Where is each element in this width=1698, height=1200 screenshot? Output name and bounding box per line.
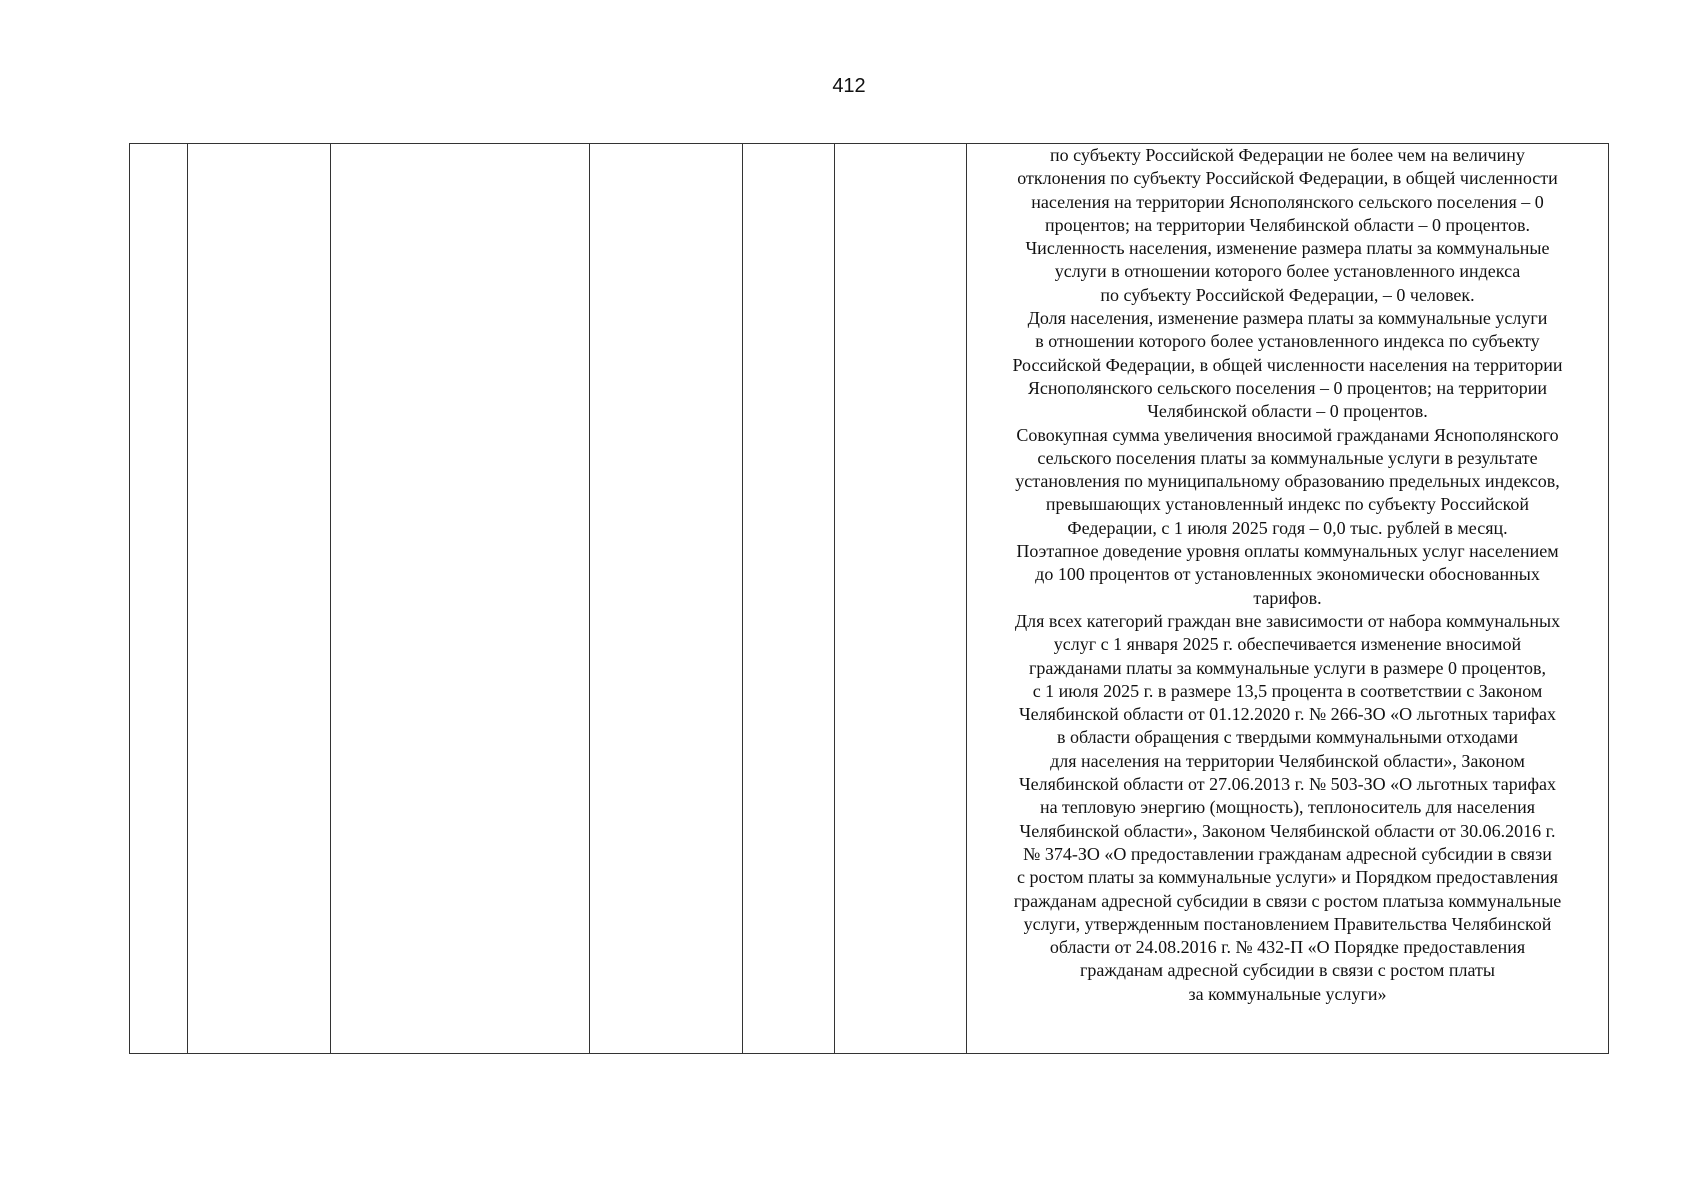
page-number: 412 xyxy=(832,75,866,97)
text-line: Челябинской области – 0 процентов. xyxy=(1147,401,1428,422)
text-line: Доля населения, изменение размера платы за коммунальные услуги xyxy=(1027,308,1548,329)
text-line: Яснополянского сельского поселения – 0 процентов; на территории xyxy=(1027,377,1548,398)
table-cell-description xyxy=(967,144,1609,1054)
table-cell-col-2 xyxy=(188,144,331,1054)
text-line: с ростом платы за коммунальные услуги» и Порядком предоставления xyxy=(1016,867,1559,888)
text-line: Российской Федерации, в общей численности населения на территории xyxy=(1012,354,1563,375)
text-line: Челябинской области от 27.06.2013 г. № 503-ЗО «О льготных тарифах xyxy=(1018,774,1556,795)
text-line: по субъекту Российской Федерации, – 0 человек. xyxy=(1100,284,1475,305)
text-line: за коммунальные услуги» xyxy=(1188,983,1387,1004)
text-line: Челябинской области от 01.12.2020 г. № 266-ЗО «О льготных тарифах xyxy=(1018,704,1556,725)
text-line: Федерации, с 1 июля 2025 годя – 0,0 тыс. рублей в месяц. xyxy=(1067,517,1508,538)
table-cell-col-6 xyxy=(835,144,967,1054)
text-line: для населения на территории Челябинской области», Законом xyxy=(1050,750,1525,771)
text-line: Численность населения, изменение размера платы за коммунальные xyxy=(1025,238,1550,259)
text-line: процентов; на территории Челябинской области – 0 процентов. xyxy=(1044,214,1531,235)
text-line: до 100 процентов от установленных экономически обоснованных xyxy=(1035,564,1540,585)
text-line: превышающих установленный индекс по субъекту Российской xyxy=(1045,494,1530,515)
text-line: на тепловую энергию (мощность), теплоноситель для населения xyxy=(1039,797,1536,818)
text-line: установления по муниципальному образованию предельных индексов, xyxy=(1015,471,1560,492)
table-cell-col-5 xyxy=(743,144,835,1054)
text-line: области от 24.08.2016 г. № 432-П «О Порядке предоставления xyxy=(1049,937,1526,958)
text-line: с 1 июля 2025 г. в размере 13,5 процента в соответствии с Законом xyxy=(1032,680,1543,701)
table-row xyxy=(130,144,1609,1054)
text-line: гражданам адресной субсидии в связи с ростом платыза коммунальные xyxy=(1013,890,1562,911)
text-line: № 374-ЗО «О предоставлении гражданам адресной субсидии в связи xyxy=(1023,843,1552,864)
text-line: населения на территории Яснополянского сельского поселения – 0 xyxy=(1031,191,1544,212)
data-table xyxy=(129,143,1609,1054)
text-line: сельского поселения платы за коммунальные услуги в результате xyxy=(1037,447,1538,468)
text-line: гражданам адресной субсидии в связи с ростом платы xyxy=(1079,960,1495,981)
table-cell-col-1 xyxy=(130,144,188,1054)
text-line: Совокупная сумма увеличения вносимой гражданами Яснополянского xyxy=(1016,424,1559,445)
text-line: в области обращения с твердыми коммунальными отходами xyxy=(1056,727,1519,748)
table-cell-col-4 xyxy=(590,144,743,1054)
text-line: по субъекту Российской Федерации не более чем на величину xyxy=(1050,145,1525,165)
table-cell-col-3 xyxy=(331,144,590,1054)
text-line: услуги в отношении которого более установленного индекса xyxy=(1054,261,1521,282)
text-line: тарифов. xyxy=(1253,587,1322,608)
text-line: Челябинской области», Законом Челябинской области от 30.06.2016 г. xyxy=(1019,820,1556,841)
text-line: в отношении которого более установленного индекса по субъекту xyxy=(1035,331,1540,352)
text-line: Для всех категорий граждан вне зависимости от набора коммунальных xyxy=(1014,610,1561,631)
text-line: Поэтапное доведение уровня оплаты коммунальных услуг населением xyxy=(1016,541,1559,562)
text-line: гражданами платы за коммунальные услуги в размере 0 процентов, xyxy=(1029,657,1546,678)
text-line: услуг с 1 января 2025 г. обеспечивается изменение вносимой xyxy=(1053,634,1522,655)
text-line: отклонения по субъекту Российской Федерации, в общей численности xyxy=(1017,168,1558,189)
text-line: услуги, утвержденным постановлением Правительства Челябинской xyxy=(1023,913,1552,934)
